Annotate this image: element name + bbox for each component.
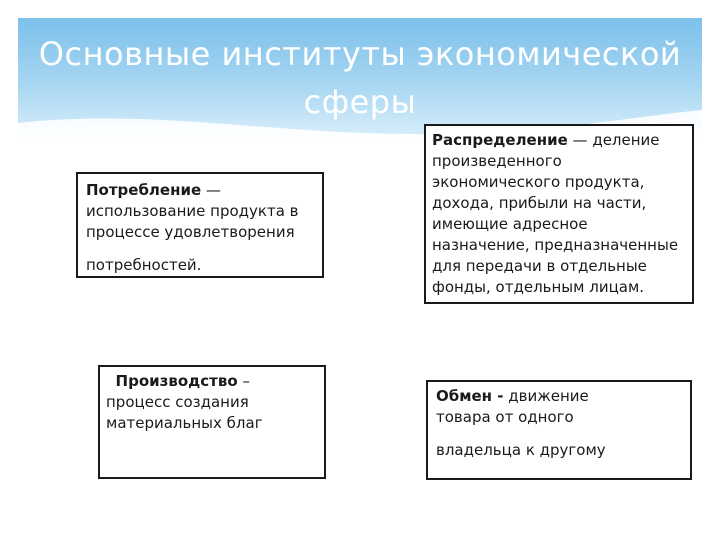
spacer — [86, 243, 314, 255]
slide-title — [18, 30, 702, 126]
consumption-dash: — — [201, 181, 221, 199]
production-term: Производство — [115, 372, 238, 390]
distribution-line-4: дохода, прибыли на части, — [432, 194, 647, 212]
slide-title-line-1: Основные институты экономической — [38, 35, 682, 73]
consumption-line-1 — [86, 180, 314, 201]
production-line-1 — [106, 371, 318, 392]
distribution-line-1 — [432, 130, 686, 151]
production-line-3: материальных благ — [106, 414, 263, 432]
title-banner — [18, 18, 702, 138]
exchange-definition-start: движение — [503, 387, 589, 405]
consumption-line-2: использование продукта в — [86, 202, 299, 220]
production-line-2: процесс создания — [106, 393, 249, 411]
exchange-box — [426, 380, 692, 480]
exchange-line-3: владельца к другому — [436, 441, 606, 459]
distribution-line-2: произведенного — [432, 152, 562, 170]
distribution-box — [424, 124, 694, 304]
slide-title-line-2: сферы — [303, 83, 417, 121]
distribution-line-7: для передачи в отдельные — [432, 257, 647, 275]
production-box — [98, 365, 326, 479]
consumption-box — [76, 172, 324, 278]
distribution-line-8: фонды, отдельным лицам. — [432, 278, 645, 296]
consumption-line-3: процессе удовлетворения — [86, 223, 295, 241]
exchange-term: Обмен - — [436, 387, 504, 405]
distribution-line-6: назначение, предназначенные — [432, 236, 679, 254]
distribution-line-3: экономического продукта, — [432, 173, 645, 191]
consumption-line-4: потребностей. — [86, 256, 202, 274]
distribution-term: Распределение — [432, 131, 568, 149]
spacer — [436, 428, 682, 440]
distribution-line-5: имеющие адресное — [432, 215, 588, 233]
production-dash: – — [237, 372, 250, 390]
exchange-line-2: товара от одного — [436, 408, 574, 426]
distribution-definition-start: — деление — [567, 131, 660, 149]
consumption-term: Потребление — [86, 181, 202, 199]
exchange-line-1 — [436, 386, 682, 407]
